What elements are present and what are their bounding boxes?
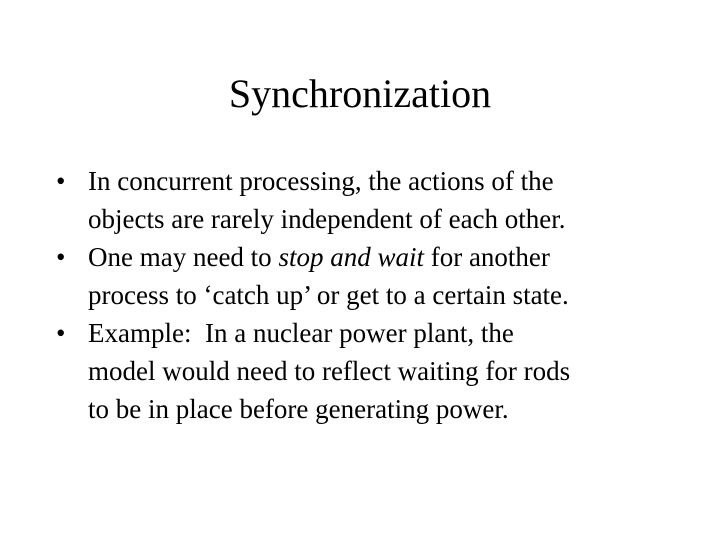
bullet-dot-icon: • [56, 242, 66, 272]
bullet-item [56, 314, 676, 428]
bullet-emphasis-text: stop and wait [278, 242, 424, 272]
bullet-item [56, 238, 676, 314]
bullet-line [88, 314, 676, 352]
bullet-dot-icon: • [56, 318, 66, 348]
bullet-text: model would need to reflect waiting for rods [88, 356, 571, 386]
bullet-line [88, 352, 676, 390]
bullet-text: In concurrent processing, the actions of the [88, 166, 554, 196]
bullet-text: process to ‘catch up’ or get to a certain state. [88, 280, 569, 310]
bullet-item [56, 162, 676, 238]
bullet-text: to be in place before generating power. [88, 394, 509, 424]
bullet-list [56, 162, 676, 428]
bullet-line [88, 390, 676, 428]
slide-title: Synchronization [228, 71, 492, 116]
bullet-text: Example: In a nuclear power plant, the [88, 318, 514, 348]
bullet-line [88, 162, 676, 200]
bullet-line [88, 276, 676, 314]
bullet-line [88, 238, 676, 276]
bullet-text: for another [423, 242, 550, 272]
bullet-text: objects are rarely independent of each other. [88, 204, 566, 234]
bullet-line [88, 200, 676, 238]
bullet-text: One may need to [88, 242, 279, 272]
bullet-dot-icon: • [56, 166, 66, 196]
